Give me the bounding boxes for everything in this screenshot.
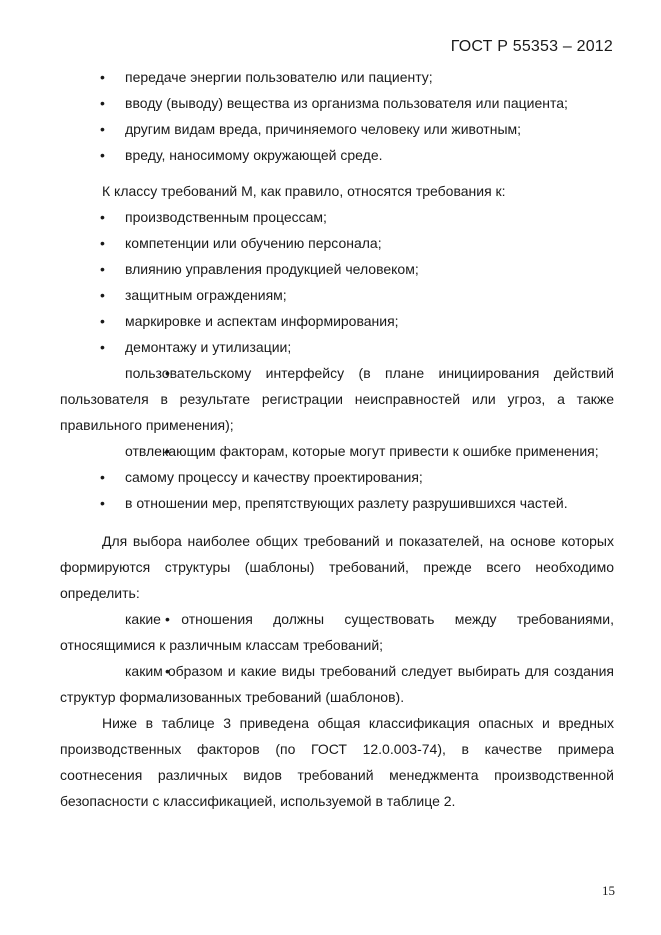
list-item: • отвлекающим факторам, которые могут привести к ошибке применения;: [60, 438, 614, 464]
list-item: • в отношении мер, препятствующих разлету разрушившихся частей.: [60, 490, 614, 516]
list-item: • демонтажу и утилизации;: [60, 334, 614, 360]
list-item: • каким образом и какие виды требований следует выбирать для создания структур формализованных требований (шаблонов).: [60, 658, 614, 710]
list-item: • вреду, наносимому окружающей среде.: [60, 142, 614, 168]
list-item: • другим видам вреда, причиняемого человеку или животным;: [60, 116, 614, 142]
paragraph-class-m-intro: К классу требований М, как правило, относятся требования к:: [102, 183, 506, 199]
list-item: • пользовательскому интерфейсу (в плане инициирования действий пользователя в результате регистрации неисправностей или угроз, а также правильного применения);: [60, 360, 614, 438]
document-header: ГОСТ Р 55353 – 2012: [450, 38, 613, 55]
page-number: 15: [602, 883, 615, 898]
document-body: [60, 64, 614, 814]
list-item: • передаче энергии пользователю или пациенту;: [60, 64, 614, 90]
paragraph-table-reference: Ниже в таблице 3 приведена общая классификация опасных и вредных производственных факторов (по ГОСТ 12.0.003-74), в качестве примера соотнесения различных видов требований менеджмента производственной безопасности с классификацией, используемой в таблице 2.: [60, 715, 614, 809]
paragraph-selection: Для выбора наиболее общих требований и показателей, на основе которых формируются структуры (шаблоны) требований, прежде всего необходимо определить:: [60, 533, 614, 601]
list-item: • какие отношения должны существовать между требованиями, относящимися к различным классам требований;: [60, 606, 614, 658]
list-item: • влиянию управления продукцией человеком;: [60, 256, 614, 282]
list-item: • компетенции или обучению персонала;: [60, 230, 614, 256]
list-item: • маркировке и аспектам информирования;: [60, 308, 614, 334]
list-item: • производственным процессам;: [60, 204, 614, 230]
list-item: • самому процессу и качеству проектирования;: [60, 464, 614, 490]
class-m-requirements-list: [60, 204, 614, 516]
list-item: • вводу (выводу) вещества из организма пользователя или пациента;: [60, 90, 614, 116]
harm-list: [60, 64, 614, 168]
list-item: • защитным ограждениям;: [60, 282, 614, 308]
selection-list: [60, 606, 614, 710]
